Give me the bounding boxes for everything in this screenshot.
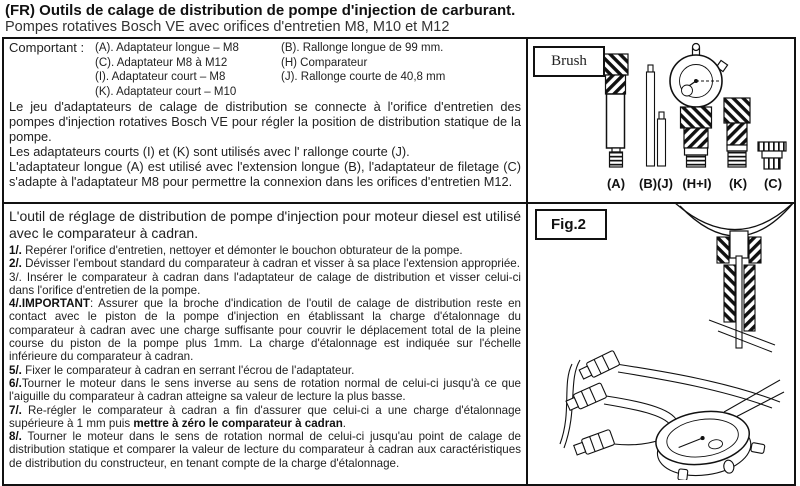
procedure-step-1: 1/. Repérer l'orifice d'entretien, nettoyer et démonter le bouchon obturateur de la pompe. (9, 244, 463, 257)
brush-label-box (533, 46, 605, 77)
dial-gauge-drawing (652, 404, 768, 480)
component-item: (A). Adaptateur longue – M8 (95, 42, 239, 54)
description-paragraph: Les adaptateurs courts (I) et (K) sont utilisés avec l' rallonge courte (J). (9, 144, 410, 160)
tool-label-a: (A) (606, 176, 626, 191)
fig2-label-box (535, 209, 607, 240)
tool-label-hi: (H+I) (682, 176, 712, 191)
component-item: (C). Adaptateur M8 à M12 (95, 56, 228, 69)
description-paragraph: Le jeu d'adaptateurs de calage de distribution se connecte à l'orifice d'entretien des pompes d'injection rotatives Bosch VE pour régler la position de distribution statique de la pompe. (9, 99, 521, 145)
component-item: (K). Adaptateur court – M10 (95, 85, 237, 98)
page-title: (FR) Outils de calage de distribution de pompe d'injection de carburant. (5, 2, 516, 19)
section-procedure-box (2, 202, 796, 486)
section-components-box (2, 37, 796, 204)
procedure-step-2: 2/. Dévisser l'embout standard du comparateur à cadran et visser à sa place l'extension appropriée. (9, 257, 520, 271)
tool-c-drawing (758, 142, 786, 169)
component-item: (B). Rallonge longue de 99 mm. (281, 42, 444, 54)
brush-label: Brush (551, 53, 587, 69)
tools-panel (528, 39, 794, 202)
fig2-illustration (528, 204, 793, 480)
procedure-step-6: 6/.Tourner le moteur dans le sens inverse au sens de rotation normal de celui-ci jusqu'à ce que l'aiguille du comparateur à cadran atteigne sa valeur de lecture la plus basse. (9, 376, 521, 404)
procedure-step-5: 5/. Fixer le comparateur à cadran en serrant l'écrou de l'adaptateur. (9, 363, 355, 377)
page-subtitle: Pompes rotatives Bosch VE avec orifices d'entretien M8, M10 et M12 (5, 19, 450, 35)
procedure-step-3: 3/. Insérer le comparateur à cadran dans l'adaptateur de calage de distribution et visser celui-ci dans l'orifice d'entretien de la pompe. (9, 270, 521, 297)
pump-perspective-drawing (560, 350, 784, 480)
tool-label-k: (K) (728, 176, 748, 191)
fig2-label: Fig.2 (551, 216, 587, 233)
procedure-step-4: 4/.IMPORTANT: Assurer que la broche d'indication de l'outil de calage de distribution reste en contact avec le piston de la pompe d'injection en établissant la charge d'étalonnage du comparateur à cadran avec une charge suffisante pour couvrir le déplacement total de la pleine course du piston de la pompe plus 1mm. La charge d'étalonnage est indiquée sur l'échelle inférieure du comparateur à cadran. (9, 297, 521, 364)
component-item (281, 85, 521, 100)
component-item: (J). Rallonge courte de 40,8 mm (281, 71, 446, 84)
description-paragraph: L'adaptateur longue (A) est utilisé avec l'extension longue (B), l'adaptateur de filetage (C) s'adapte à l'adaptateur M8 pour permettre la connexion dans les orifices d'entretien M12. (9, 159, 521, 190)
components-text-cell (4, 39, 528, 202)
procedure-step-8: 8/. Tourner le moteur dans le sens de rotation normal de celui-ci jusqu'au point de calage de distribution statique et comparer la valeur de lecture du comparateur à cadran aux caractéristiques de distribution du constructeur, en tenant compte de la charge d'étalonnage. (9, 430, 521, 470)
tool-a-drawing (603, 54, 628, 167)
tool-label-c: (C) (763, 176, 783, 191)
components-list (9, 41, 521, 99)
component-item: (I). Adaptateur court – M8 (95, 71, 226, 84)
procedure-text-cell (4, 204, 528, 484)
tool-b-drawing (647, 65, 655, 166)
tool-label-bj: (B)(J) (639, 176, 673, 191)
procedure-step-7: 7/. Re-régler le comparateur à cadran a fin d'assurer que celui-ci a une charge d'étalonnage supérieure à 1 mm puis mettre à zéro le comparateur à cadran. (9, 403, 521, 430)
component-item: (H) Comparateur (281, 56, 368, 69)
tool-k-drawing (724, 98, 750, 167)
procedure-intro: L'outil de réglage de distribution de pompe d'injection pour moteur diesel est utilisé avec le comparateur à cadran. (9, 208, 521, 241)
cross-section-drawing (674, 204, 793, 352)
fig2-panel (528, 204, 794, 484)
tool-hi-drawing (670, 44, 728, 168)
tool-j-drawing (658, 112, 666, 166)
components-label: Comportant : (9, 40, 85, 55)
